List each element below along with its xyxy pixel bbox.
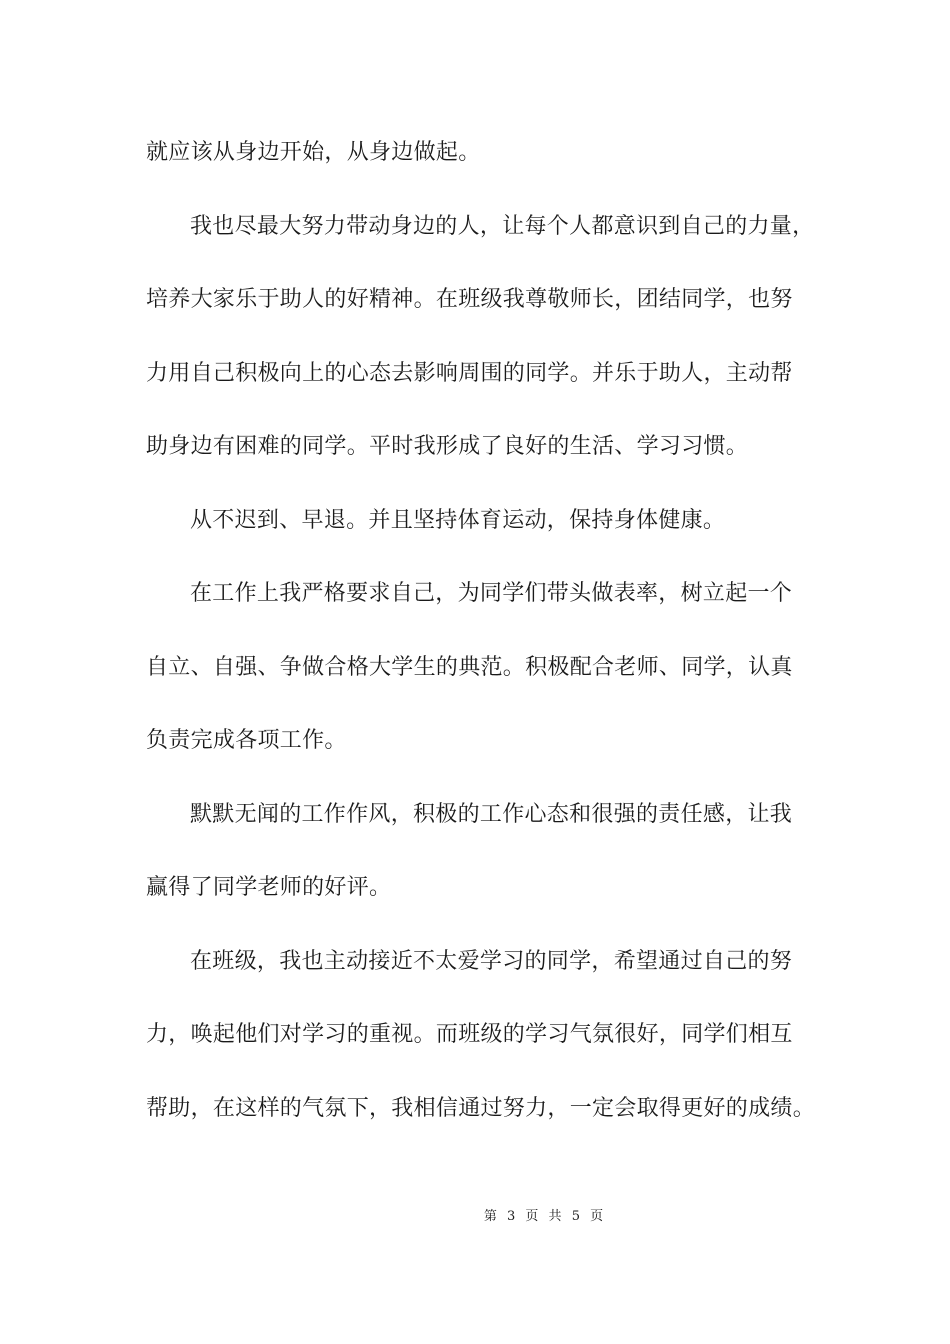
- text-line: 就应该从身边开始，从身边做起。: [146, 140, 481, 165]
- text-line: 力用自己积极向上的心态去影响周围的同学。并乐于助人，主动帮: [146, 360, 793, 386]
- text-line: 培养大家乐于助人的好精神。在班级我尊敬师长，团结同学，也努: [146, 287, 793, 312]
- text-line: 赢得了同学老师的好评。: [146, 875, 392, 900]
- text-line: 助身边有困难的同学。平时我形成了良好的生活、学习习惯。: [146, 434, 749, 459]
- text-line: 帮助，在这样的气氛下，我相信通过努力，一定会取得更好的成绩。: [146, 1095, 816, 1121]
- page-footer: 第 3 页 共 5 页: [483, 1209, 607, 1224]
- text-line: 力，唤起他们对学习的重视。而班级的学习气氛很好，同学们相互: [146, 1022, 793, 1047]
- body-text: [146, 129, 836, 1158]
- text-line: 默默无闻的工作作风，积极的工作心态和很强的责任感，让我: [190, 801, 793, 827]
- text-line: 自立、自强、争做合格大学生的典范。积极配合老师、同学，认真: [146, 654, 793, 680]
- text-line: 我也尽最大努力带动身边的人，让每个人都意识到自己的力量，: [190, 213, 815, 239]
- text-line: 在工作上我严格要求自己，为同学们带头做表率，树立起一个: [190, 581, 793, 606]
- text-line: 负责完成各项工作。: [146, 728, 347, 753]
- text-line: 从不迟到、早退。并且坚持体育运动，保持身体健康。: [190, 507, 726, 533]
- text-line: 在班级，我也主动接近不太爱学习的同学，希望通过自己的努: [190, 948, 793, 974]
